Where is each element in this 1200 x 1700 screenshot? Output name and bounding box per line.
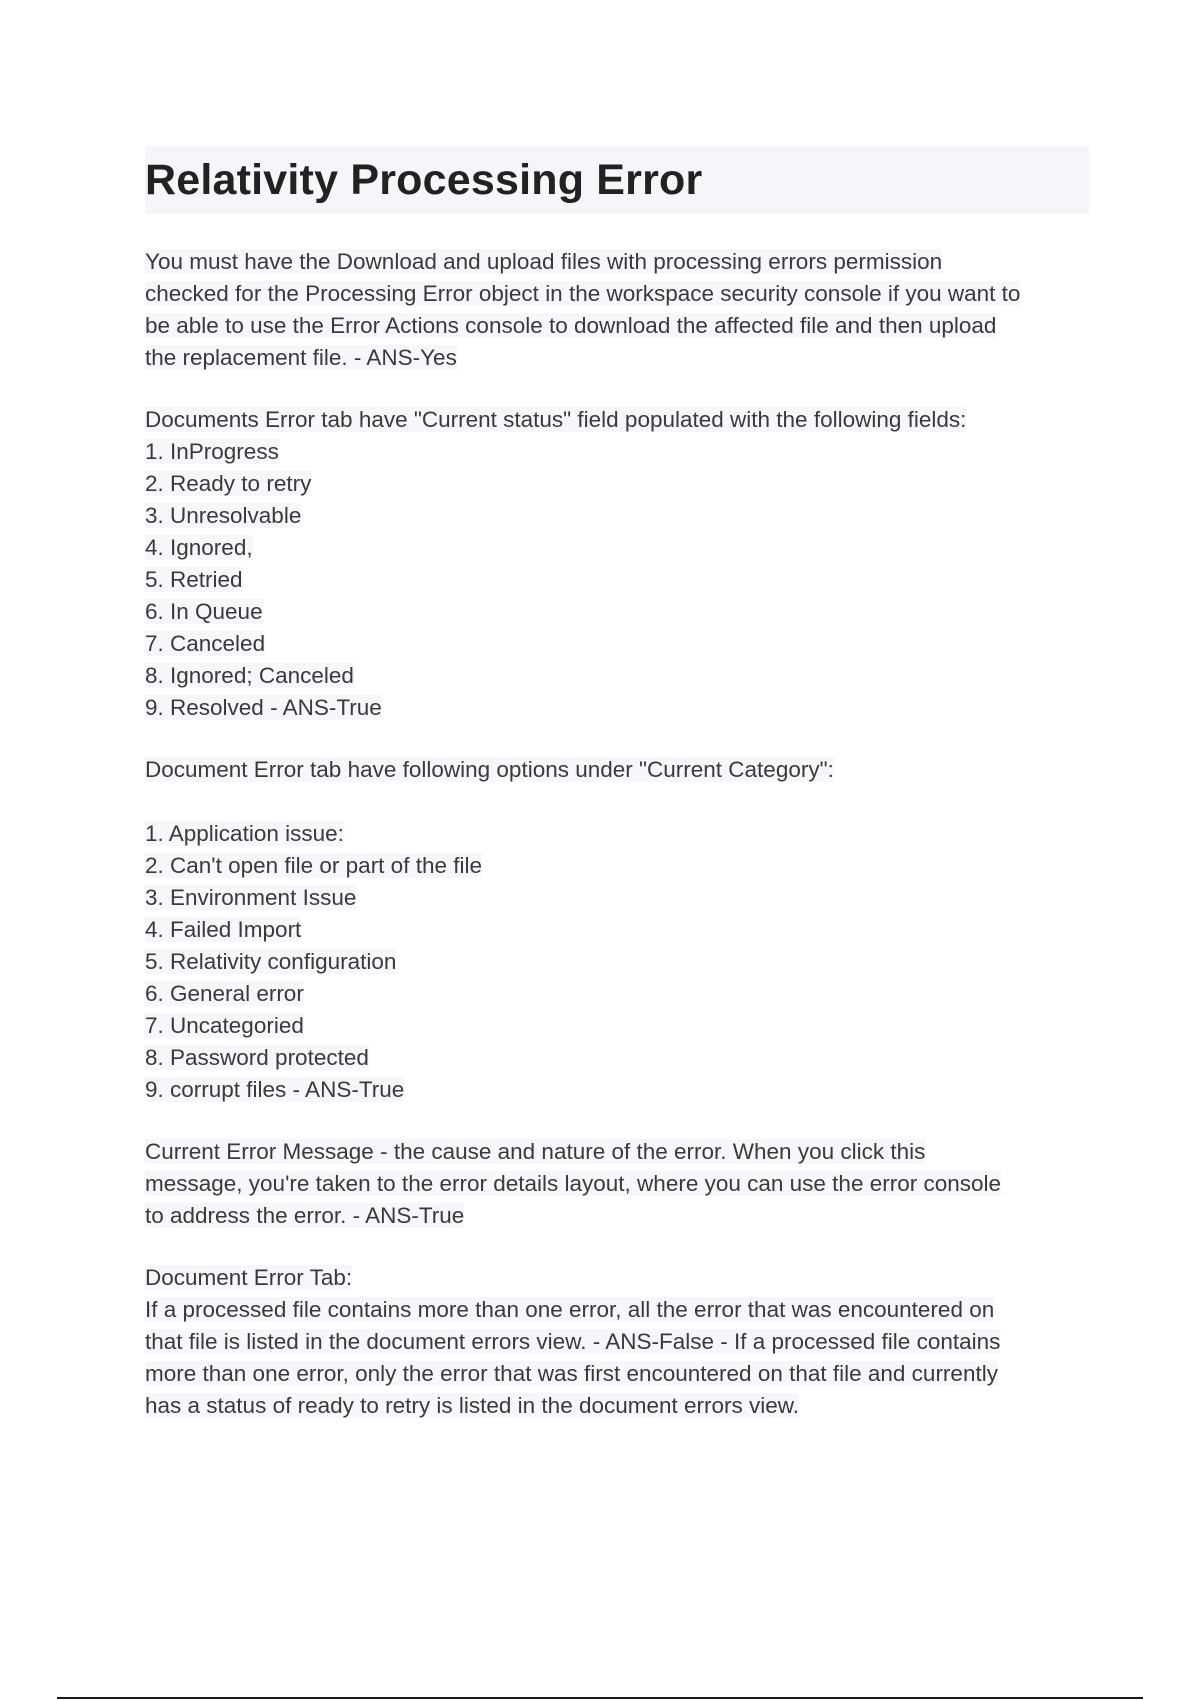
title-band (145, 146, 1090, 214)
paragraph-line: checked for the Processing Error object in the workspace security console if you want to (145, 281, 1021, 306)
document-page (145, 146, 1090, 1452)
page-title: Relativity Processing Error (145, 155, 703, 204)
footer-divider (57, 1697, 1143, 1699)
question-document-error-tab (145, 1262, 1090, 1422)
status-list (145, 436, 1090, 724)
question-intro: Document Error tab have following options under "Current Category": (145, 757, 834, 782)
list-item: 3. Environment Issue (145, 885, 357, 910)
list-item: 7. Uncategoried (145, 1013, 304, 1038)
paragraph-line: Current Error Message - the cause and nature of the error. When you click this (145, 1139, 926, 1164)
paragraph-line: that file is listed in the document errors view. - ANS-False - If a processed file contains (145, 1329, 1001, 1354)
list-item: 7. Canceled (145, 631, 266, 656)
list-item: 1. InProgress (145, 439, 279, 464)
list-item: 6. In Queue (145, 599, 263, 624)
list-item: 5. Retried (145, 567, 243, 592)
paragraph-line: to address the error. - ANS-True (145, 1203, 465, 1228)
paragraph-line: has a status of ready to retry is listed in the document errors view. (145, 1393, 800, 1418)
list-item: 1. Application issue: (145, 821, 344, 846)
question-error-message (145, 1136, 1090, 1232)
list-item: 9. corrupt files - ANS-True (145, 1077, 405, 1102)
list-item: 8. Ignored; Canceled (145, 663, 354, 688)
paragraph-line: more than one error, only the error that was first encountered on that file and currently (145, 1361, 998, 1386)
category-list (145, 818, 1090, 1106)
list-item: 2. Ready to retry (145, 471, 312, 496)
list-item: 2. Can't open file or part of the file (145, 853, 482, 878)
question-current-status (145, 404, 1090, 724)
list-item: 5. Relativity configuration (145, 949, 397, 974)
paragraph-line: message, you're taken to the error details layout, where you can use the error console (145, 1171, 1002, 1196)
paragraph-line: You must have the Download and upload files with processing errors permission (145, 249, 943, 274)
list-item: 4. Failed Import (145, 917, 302, 942)
question-permission (145, 246, 1090, 374)
paragraph-line: be able to use the Error Actions console to download the affected file and then upload (145, 313, 997, 338)
list-item: 8. Password protected (145, 1045, 369, 1070)
blank-line (145, 786, 1090, 818)
question-heading: Document Error Tab: (145, 1265, 353, 1290)
question-current-category (145, 754, 1090, 1106)
list-item: 4. Ignored, (145, 535, 253, 560)
list-item: 6. General error (145, 981, 304, 1006)
list-item: 9. Resolved - ANS-True (145, 695, 382, 720)
question-intro: Documents Error tab have "Current status" field populated with the following fields: (145, 407, 967, 432)
paragraph-line: the replacement file. - ANS-Yes (145, 345, 457, 370)
list-item: 3. Unresolvable (145, 503, 302, 528)
paragraph-line: If a processed file contains more than one error, all the error that was encountered on (145, 1297, 995, 1322)
